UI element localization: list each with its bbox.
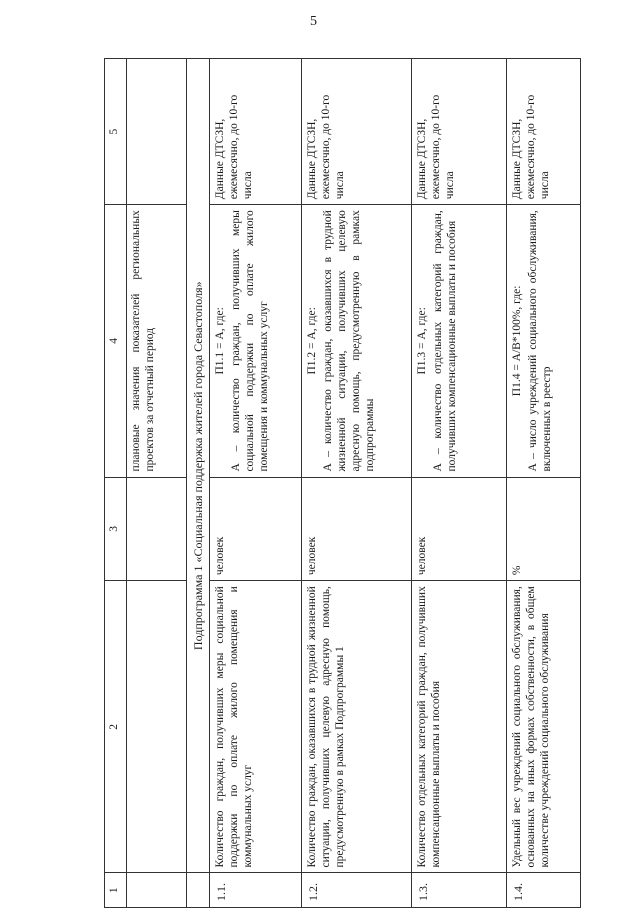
unit: человек [412, 477, 507, 581]
subprogram-title: Подпрограмма 1 «Социальная поддержка жителей города Севастополя» [187, 59, 210, 873]
continuation-cell-5 [127, 59, 187, 205]
row-number: 1.1. [210, 873, 302, 908]
indicator-name: Удельный вес учреждений социального обслуживания, основанных на иных формах собственности, в общем количестве учреждений социального обслуживания [507, 581, 581, 873]
data-source: Данные ДТСЗН, ежемесячно, до 10-го числа [302, 59, 412, 205]
continuation-cell-3 [127, 477, 187, 581]
subprogram-row [187, 59, 210, 908]
continuation-row [127, 59, 187, 908]
continuation-cell-1 [127, 873, 187, 908]
column-number-row [105, 59, 127, 908]
formula-description: A – количество граждан, оказавшихся в трудной жизненной ситуации, получивших целевую адресную помощь, предусмотренную в рамках подпрограммы [322, 210, 376, 472]
header-col-1: 1 [105, 873, 127, 908]
formula: П1.4 = A/B*100%, где: [511, 285, 524, 397]
header-col-2: 2 [105, 581, 127, 873]
table-row [412, 59, 507, 908]
indicator-name: Количество граждан, оказавшихся в трудной жизненной ситуации, получивших целевую адресную помощь, предусмотренную в рамках Подпрограммы 1 [302, 581, 412, 873]
unit: человек [302, 477, 412, 581]
formula-description: A – число учреждений социального обслуживания, включенных в реестр [527, 210, 553, 472]
indicators-table [104, 58, 581, 908]
calculation-method [210, 205, 302, 477]
indicators-table-rotated [104, 58, 579, 908]
indicator-name: Количество отдельных категорий граждан, получивших компенсационные выплаты и пособия [412, 581, 507, 873]
unit: % [507, 477, 581, 581]
table-row [507, 59, 581, 908]
formula-description: A – количество отдельных категорий граждан, получивших компенсационные выплаты и пособия [432, 210, 458, 472]
data-source: Данные ДТСЗН, ежемесячно, до 10-го числа [210, 59, 302, 205]
calculation-method [412, 205, 507, 477]
calculation-method [302, 205, 412, 477]
table-row [210, 59, 302, 908]
formula: П1.2 = A, где: [306, 307, 319, 375]
data-source: Данные ДТСЗН, ежемесячно, до 10-го числа [507, 59, 581, 205]
table-row [302, 59, 412, 908]
header-col-4: 4 [105, 205, 127, 477]
unit: человек [210, 477, 302, 581]
calculation-method [507, 205, 581, 477]
data-source: Данные ДТСЗН, ежемесячно, до 10-го числа [412, 59, 507, 205]
continuation-cell-2 [127, 581, 187, 873]
header-col-3: 3 [105, 477, 127, 581]
formula-description: A – количество граждан, получивших меры социальной поддержки по оплате жилого помещения и коммунальных услуг [230, 210, 270, 472]
formula: П1.3 = A, где: [416, 307, 429, 375]
header-col-5: 5 [105, 59, 127, 205]
row-number: 1.3. [412, 873, 507, 908]
row-number: 1.4. [507, 873, 581, 908]
formula: П1.1 = A, где: [214, 307, 227, 375]
indicator-name: Количество граждан, получивших меры социальной поддержки по оплате жилого помещения и коммунальных услуг [210, 581, 302, 873]
page-number: 5 [310, 14, 317, 29]
subprogram-num-cell [187, 873, 210, 908]
continuation-method: плановые значения показателей региональных проектов за отчетный период [127, 205, 187, 477]
row-number: 1.2. [302, 873, 412, 908]
